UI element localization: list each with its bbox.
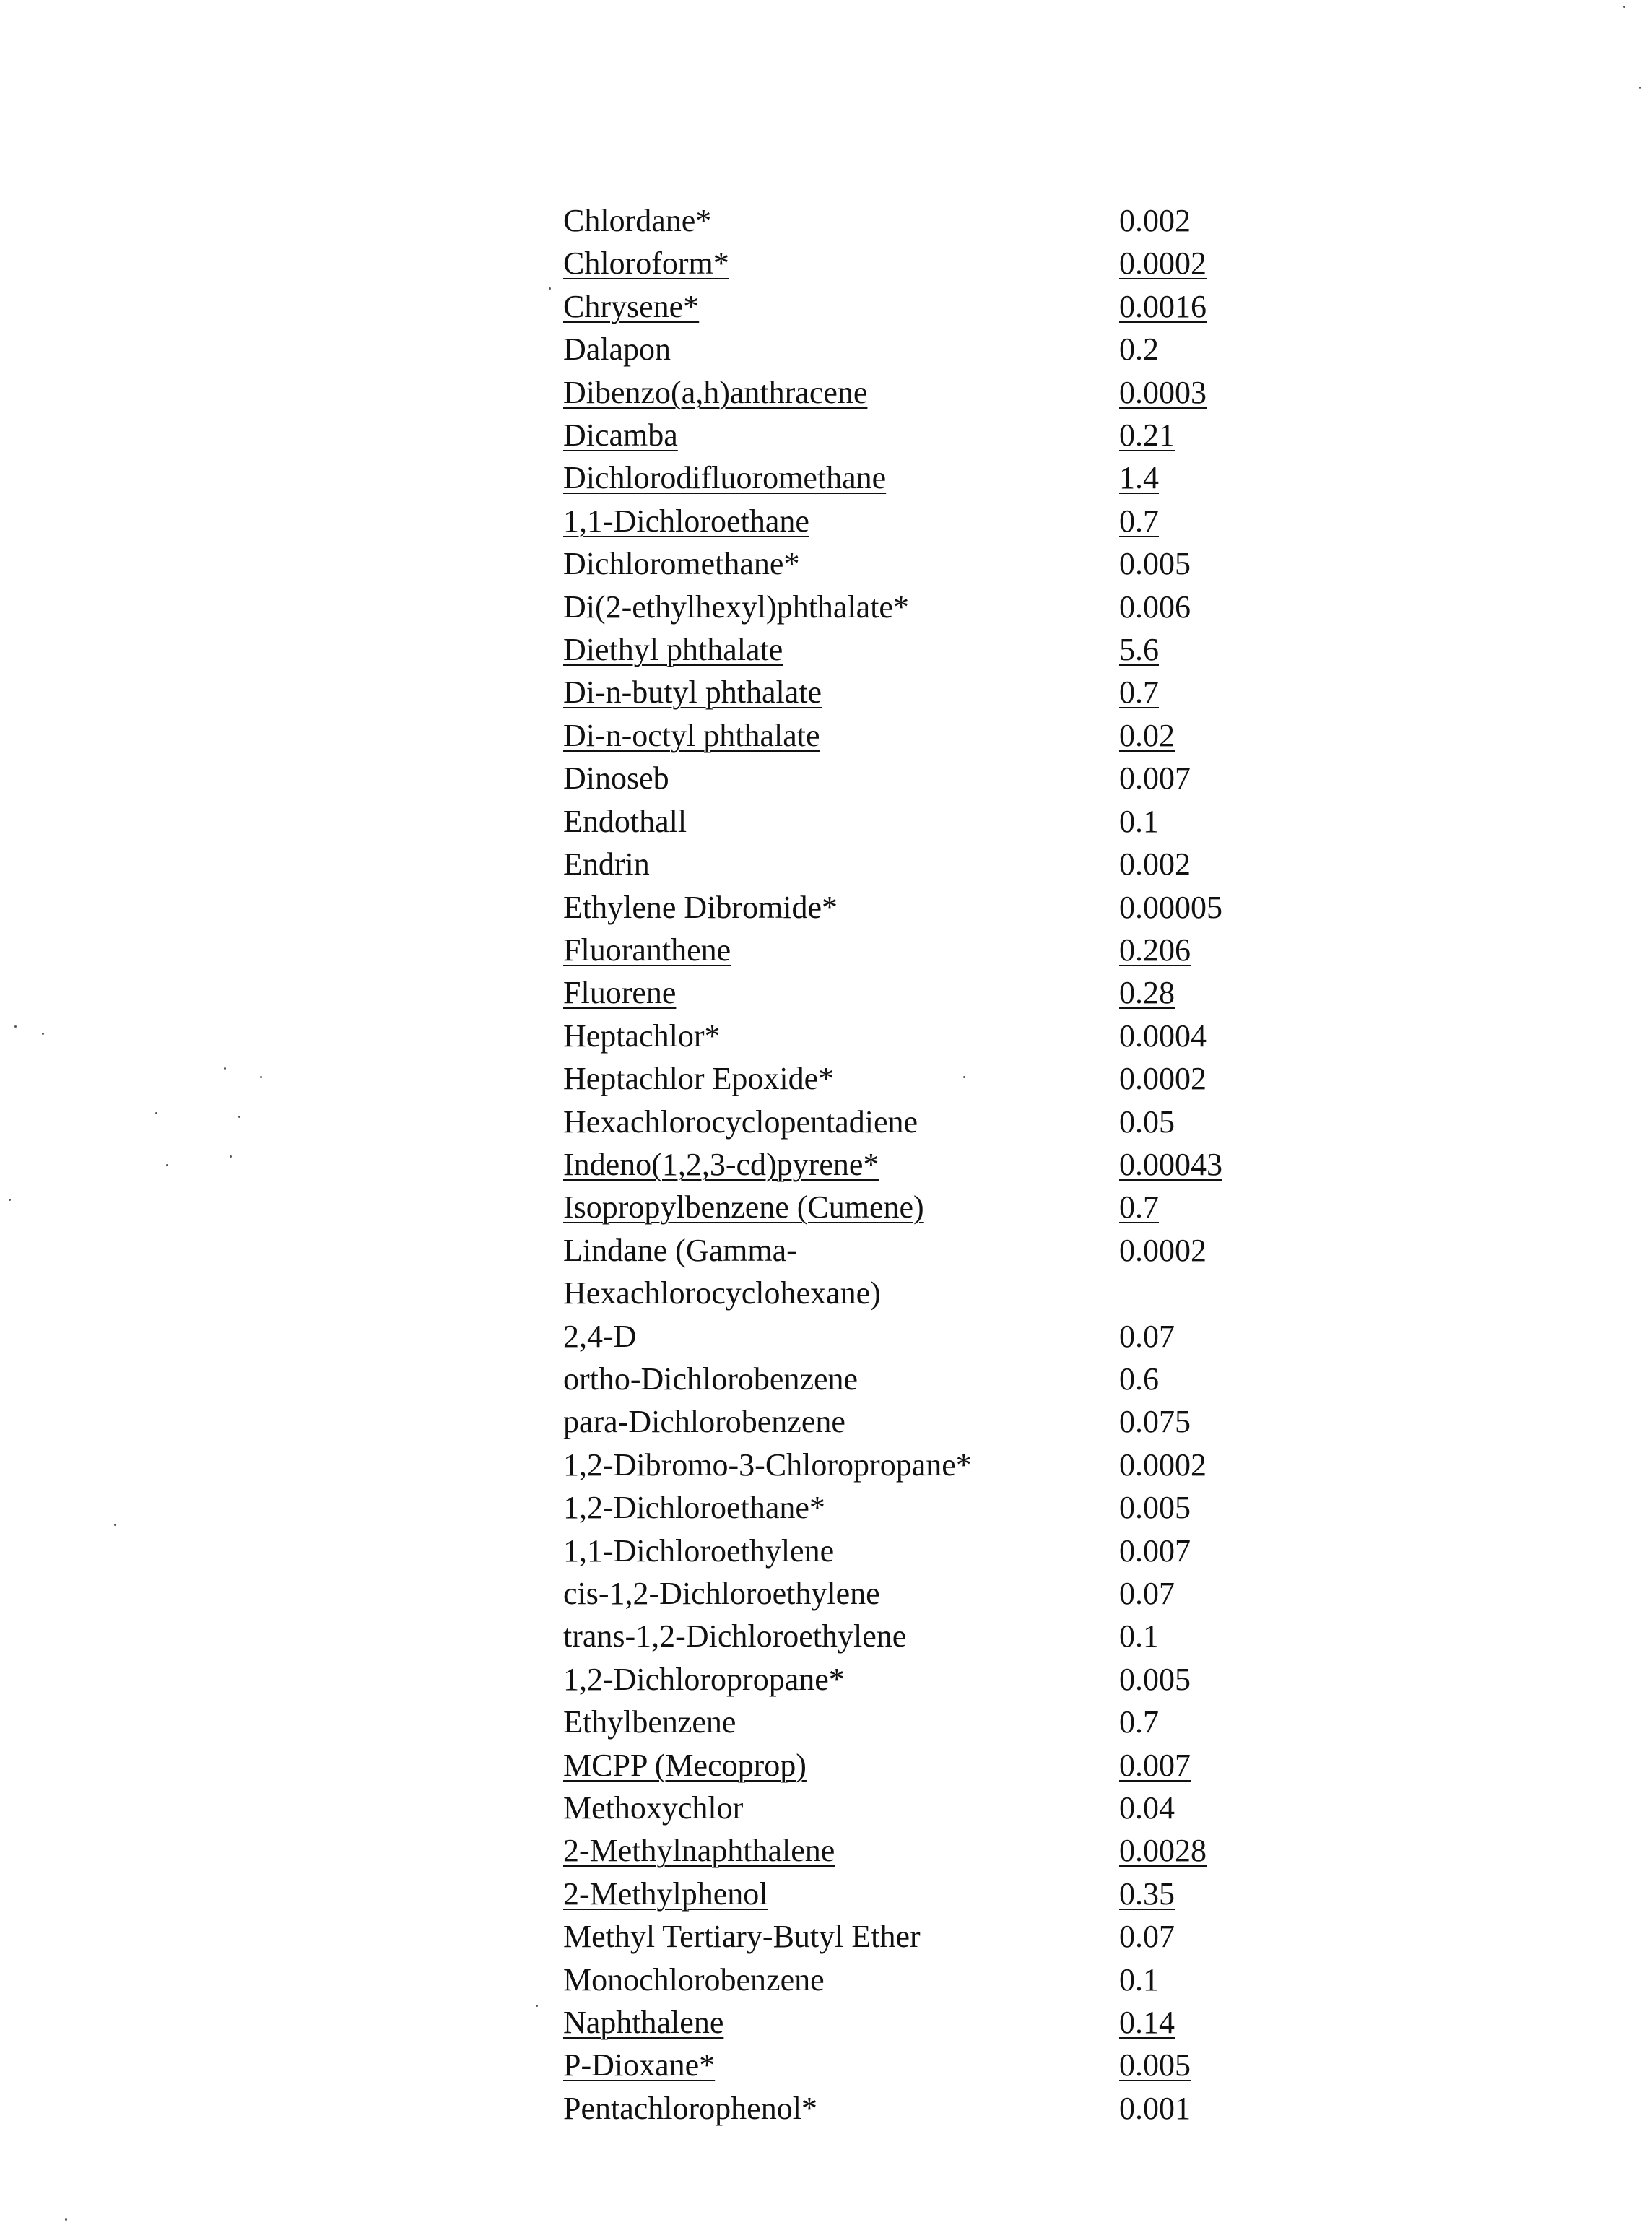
contaminant-name [563,2044,1119,2086]
contaminant-value [1119,328,1285,370]
table-row [563,1400,1285,1443]
contaminant-value-text: 0.21 [1119,417,1175,454]
contaminant-value-text: 0.005 [1119,546,1191,582]
table-row [563,328,1285,370]
scan-speck [549,287,551,290]
table-row [563,542,1285,585]
contaminant-name [563,1358,1119,1400]
contaminant-name [563,1915,1119,1958]
contaminant-value-text: 0.2 [1119,331,1159,368]
contaminant-value-text: 0.7 [1119,674,1159,711]
contaminant-name-text: Ethylene Dibromide* [563,889,838,925]
contaminant-name-text: Diethyl phthalate [563,632,783,668]
table-row [563,1229,1285,1315]
table-row [563,1358,1285,1400]
contaminant-value [1119,1358,1285,1400]
contaminant-value [1119,1229,1285,1272]
contaminant-value-text: 0.005 [1119,2047,1191,2083]
contaminant-name-text: Isopropylbenzene (Cumene) [563,1189,924,1225]
scan-speck [1639,87,1641,89]
contaminant-name-text: Di-n-butyl phthalate [563,674,822,711]
contaminant-value [1119,971,1285,1014]
contaminant-value [1119,371,1285,414]
table-row [563,1143,1285,1186]
contaminant-name [563,1444,1119,1486]
contaminant-name-text: Chrysene* [563,288,700,324]
contaminant-value-text: 0.14 [1119,2005,1175,2041]
contaminant-value [1119,1186,1285,1228]
contaminant-value [1119,843,1285,885]
scan-speck [224,1067,226,1070]
contaminant-name [563,1315,1119,1358]
contaminant-name [563,1186,1119,1228]
contaminant-value [1119,199,1285,242]
contaminant-value-text: 0.28 [1119,975,1175,1011]
contaminant-name-text: P-Dioxane* [563,2047,716,2083]
contaminant-name-text: Di(2-ethylhexyl)phthalate* [563,589,909,625]
table-row [563,1658,1285,1701]
contaminant-value [1119,1701,1285,1743]
contaminant-value-text: 0.0002 [1119,1061,1207,1097]
contaminant-name [563,2001,1119,2044]
scan-speck [1623,6,1625,8]
table-row [563,929,1285,971]
contaminant-name [563,1057,1119,1100]
contaminant-name-text: Fluorene [563,975,677,1011]
table-row [563,1958,1285,2001]
table-row [563,2001,1285,2044]
contaminant-name-text: Di-n-octyl phthalate [563,717,820,753]
contaminant-value-text: 0.0016 [1119,288,1207,324]
contaminant-value [1119,414,1285,456]
contaminant-value-text: 0.0002 [1119,246,1207,282]
contaminant-name-text: 1,1-Dichloroethane [563,503,809,539]
contaminant-limits-table [563,199,1285,2130]
table-row [563,843,1285,885]
contaminant-name-text: para-Dichlorobenzene [563,1404,845,1440]
contaminant-value-text: 0.075 [1119,1404,1191,1440]
contaminant-name [563,1829,1119,1872]
contaminant-name-text: Dalapon [563,331,671,368]
contaminant-value-text: 0.05 [1119,1103,1175,1140]
contaminant-value [1119,1615,1285,1657]
contaminant-name [563,929,1119,971]
table-row [563,242,1285,285]
contaminant-value [1119,542,1285,585]
contaminant-name-text: Indeno(1,2,3-cd)pyrene* [563,1146,879,1182]
table-row [563,199,1285,242]
contaminant-name [563,1744,1119,1787]
contaminant-value [1119,1658,1285,1701]
contaminant-value-text: 0.7 [1119,1189,1159,1225]
contaminant-name [563,285,1119,328]
table-row [563,1015,1285,1057]
contaminant-value [1119,1486,1285,1529]
contaminant-value [1119,1057,1285,1100]
contaminant-name-text: Chlordane* [563,203,712,238]
contaminant-value [1119,1400,1285,1443]
table-row [563,1787,1285,1829]
table-row [563,1315,1285,1358]
contaminant-value-text: 0.04 [1119,1790,1175,1826]
scan-speck [155,1112,157,1114]
table-row [563,671,1285,713]
contaminant-value [1119,929,1285,971]
contaminant-value-text: 1.4 [1119,460,1159,496]
scan-speck [42,1033,44,1035]
contaminant-name-text: Pentachlorophenol* [563,2090,817,2126]
contaminant-name-text: 1,1-Dichloroethylene [563,1532,835,1569]
table-row [563,586,1285,628]
contaminant-name-text: 1,2-Dichloropropane* [563,1661,845,1697]
scan-speck [9,1199,11,1201]
contaminant-value-text: 0.07 [1119,1919,1175,1955]
table-row [563,714,1285,757]
contaminant-name-text: Naphthalene [563,2005,724,2041]
contaminant-value-text: 0.0028 [1119,1833,1207,1869]
contaminant-name-text: Heptachlor* [563,1018,721,1054]
table-row [563,1701,1285,1743]
contaminant-value-text: 0.07 [1119,1576,1175,1611]
contaminant-value-text: 0.1 [1119,1961,1159,1997]
contaminant-name-text: Methyl Tertiary-Butyl Ether [563,1919,921,1955]
contaminant-value-text: 0.206 [1119,932,1191,968]
scan-speck [114,1524,116,1526]
contaminant-name-text: Hexachlorocyclopentadiene [563,1103,918,1140]
contaminant-name [563,1958,1119,2001]
contaminant-name-text: Monochlorobenzene [563,1961,825,1997]
contaminant-name-text: MCPP (Mecoprop) [563,1747,807,1783]
table-row [563,1486,1285,1529]
contaminant-name [563,886,1119,929]
contaminant-value [1119,714,1285,757]
contaminant-name-text: trans-1,2-Dichloroethylene [563,1618,907,1654]
contaminant-name [563,1229,1119,1315]
contaminant-name-text: Fluoranthene [563,932,731,968]
table-row [563,500,1285,542]
contaminant-value-text: 0.00005 [1119,889,1222,925]
table-row [563,1615,1285,1657]
contaminant-name [563,1400,1119,1443]
table-row [563,1915,1285,1958]
contaminant-name [563,1787,1119,1829]
table-row [563,1057,1285,1100]
contaminant-value [1119,757,1285,799]
contaminant-value [1119,1915,1285,1958]
table-row [563,1530,1285,1572]
contaminant-name-text: Dibenzo(a,h)anthracene [563,374,868,410]
table-row [563,371,1285,414]
table-row [563,1572,1285,1615]
table-row [563,285,1285,328]
contaminant-name [563,1486,1119,1529]
contaminant-value [1119,242,1285,285]
contaminant-name [563,1615,1119,1657]
scan-speck [230,1155,232,1158]
contaminant-value-text: 0.007 [1119,760,1191,797]
scan-speck [536,2005,538,2007]
contaminant-name [563,371,1119,414]
contaminant-value [1119,1530,1285,1572]
contaminant-name [563,843,1119,885]
contaminant-value [1119,1315,1285,1358]
contaminant-value-text: 0.006 [1119,589,1191,625]
contaminant-value [1119,456,1285,499]
table-row [563,414,1285,456]
contaminant-value-text: 0.005 [1119,1661,1191,1697]
contaminant-name-text: Chloroform* [563,246,729,282]
table-row [563,1444,1285,1486]
contaminant-value-text: 0.1 [1119,1618,1159,1654]
contaminant-name-text: 2-Methylphenol [563,1875,768,1912]
contaminant-name [563,1658,1119,1701]
scan-speck [238,1116,240,1118]
scan-speck [166,1164,168,1166]
contaminant-name-text: 2-Methylnaphthalene [563,1833,835,1869]
table-row [563,971,1285,1014]
contaminant-value [1119,1101,1285,1143]
contaminant-value-text: 0.007 [1119,1747,1191,1783]
contaminant-name-text: Dinoseb [563,760,669,797]
contaminant-name-text: Dichlorodifluoromethane [563,460,887,496]
table-row [563,1744,1285,1787]
contaminant-name-text: Heptachlor Epoxide* [563,1061,835,1097]
scan-speck [260,1076,262,1078]
contaminant-value-text: 0.0002 [1119,1446,1207,1483]
contaminant-name [563,1701,1119,1743]
contaminant-name-text: Endothall [563,803,687,839]
contaminant-name-text: 2,4-D [563,1318,637,1354]
contaminant-value [1119,2001,1285,2044]
contaminant-value [1119,1572,1285,1615]
contaminant-value-text: 5.6 [1119,632,1159,668]
contaminant-value-text: 0.007 [1119,1532,1191,1569]
contaminant-name [563,414,1119,456]
contaminant-name [563,671,1119,713]
table-row [563,1101,1285,1143]
contaminant-name [563,1873,1119,1915]
contaminant-name [563,456,1119,499]
contaminant-value-text: 0.0002 [1119,1232,1207,1268]
contaminant-value-text: 0.002 [1119,846,1191,882]
contaminant-name-text: 1,2-Dichloroethane* [563,1490,825,1526]
contaminant-value [1119,500,1285,542]
contaminant-name [563,800,1119,843]
contaminant-value [1119,1015,1285,1057]
contaminant-name [563,500,1119,542]
contaminant-value-text: 0.6 [1119,1361,1159,1397]
contaminant-value [1119,628,1285,671]
contaminant-value [1119,586,1285,628]
contaminant-value [1119,800,1285,843]
contaminant-value-text: 0.7 [1119,1704,1159,1740]
contaminant-value [1119,1873,1285,1915]
contaminant-name [563,1015,1119,1057]
contaminant-name-text: Lindane (Gamma-Hexachlorocyclohexane) [563,1232,881,1311]
contaminant-name [563,1101,1119,1143]
contaminant-name [563,199,1119,242]
contaminant-value-text: 0.35 [1119,1875,1175,1912]
contaminant-name [563,2087,1119,2130]
contaminant-value-text: 0.07 [1119,1318,1175,1354]
scan-speck [65,2218,67,2221]
contaminant-value-text: 0.7 [1119,503,1159,539]
contaminant-name-text: Methoxychlor [563,1790,744,1826]
contaminant-value-text: 0.001 [1119,2090,1191,2126]
contaminant-value [1119,2044,1285,2086]
table-row [563,757,1285,799]
table-row [563,886,1285,929]
contaminant-value [1119,2087,1285,2130]
contaminant-name [563,971,1119,1014]
contaminant-name [563,757,1119,799]
contaminant-value-text: 0.0003 [1119,374,1207,410]
contaminant-value-text: 0.1 [1119,803,1159,839]
contaminant-value-text: 0.00043 [1119,1146,1222,1182]
contaminant-name-text: Ethylbenzene [563,1704,736,1740]
contaminant-value [1119,1444,1285,1486]
table-row [563,1186,1285,1228]
contaminant-value [1119,671,1285,713]
contaminant-value [1119,1744,1285,1787]
contaminant-value [1119,1787,1285,1829]
contaminant-name [563,586,1119,628]
contaminant-value [1119,285,1285,328]
contaminant-name [563,1572,1119,1615]
contaminant-value-text: 0.0004 [1119,1018,1207,1054]
contaminant-name-text: Dicamba [563,417,678,454]
contaminant-value [1119,1958,1285,2001]
table-row [563,628,1285,671]
contaminant-value-text: 0.02 [1119,717,1175,753]
contaminant-value [1119,1143,1285,1186]
contaminant-name-text: cis-1,2-Dichloroethylene [563,1576,880,1611]
contaminant-name-text: Dichloromethane* [563,546,800,582]
contaminant-name-text: ortho-Dichlorobenzene [563,1361,858,1397]
contaminant-name [563,628,1119,671]
contaminant-name-text: 1,2-Dibromo-3-Chloropropane* [563,1446,972,1483]
contaminant-name [563,242,1119,285]
contaminant-value [1119,1829,1285,1872]
scan-speck [14,1025,17,1028]
table-row [563,1873,1285,1915]
table-row [563,456,1285,499]
contaminant-name [563,542,1119,585]
contaminant-value [1119,886,1285,929]
contaminant-name [563,714,1119,757]
contaminant-name-text: Endrin [563,846,650,882]
contaminant-value-text: 0.005 [1119,1490,1191,1526]
table-row [563,800,1285,843]
table-row [563,2044,1285,2086]
contaminant-name [563,1143,1119,1186]
table-row [563,1829,1285,1872]
table-row [563,2087,1285,2130]
contaminant-value-text: 0.002 [1119,203,1191,238]
contaminant-name [563,328,1119,370]
contaminant-name [563,1530,1119,1572]
